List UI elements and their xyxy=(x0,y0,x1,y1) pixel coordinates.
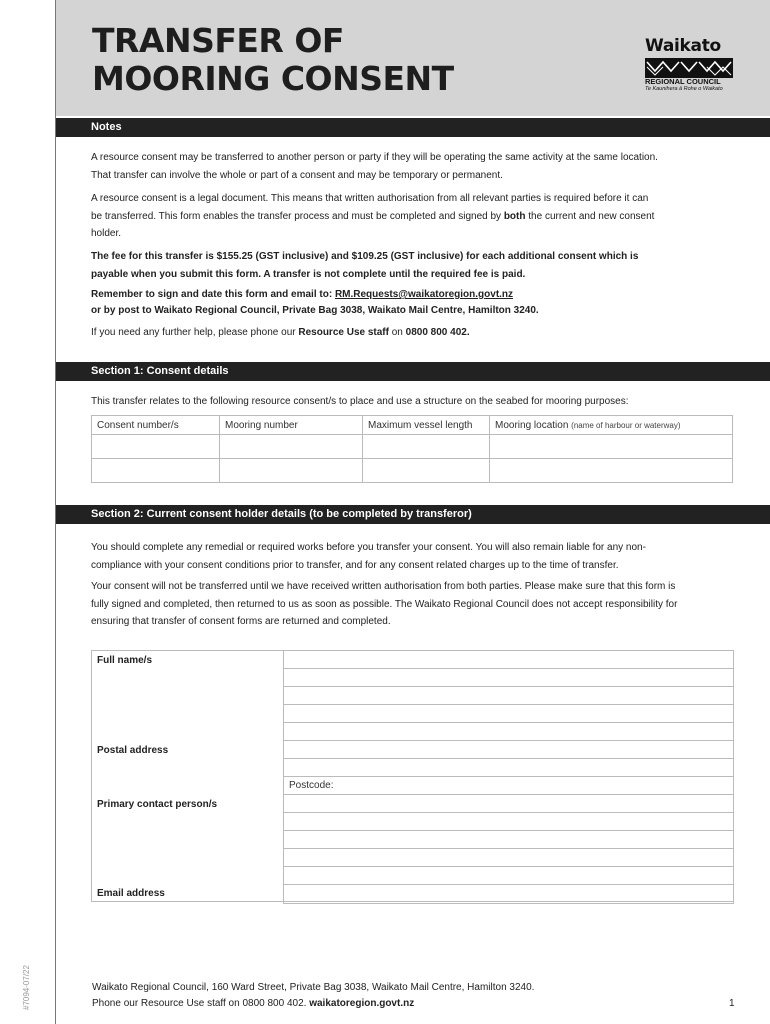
consent-number-input[interactable] xyxy=(92,435,220,459)
table-row xyxy=(92,459,733,483)
text-line: Your consent will not be transferred until we have received written authorisation from both parties. Please make sure that this form is xyxy=(91,581,676,592)
primary-contact-line[interactable] xyxy=(284,795,733,813)
vessel-length-input[interactable] xyxy=(363,459,490,483)
text-span: be transferred. This form enables the transfer process and must be completed and signed by xyxy=(91,210,502,222)
postal-address-field[interactable] xyxy=(283,740,734,795)
notes-paragraph-1 xyxy=(91,149,741,184)
column-header: Mooring number xyxy=(220,416,363,435)
footer-address: Waikato Regional Council, 160 Ward Street, Private Bag 3038, Waikato Mail Centre, Hamilton 3240. xyxy=(92,982,535,993)
full-name-line[interactable] xyxy=(284,669,733,687)
page-number: 1 xyxy=(729,998,735,1009)
text-line: You should complete any remedial or required works before you transfer your consent. You will also remain liable for any non- xyxy=(91,542,646,553)
text-line xyxy=(91,208,741,226)
full-name-line[interactable] xyxy=(284,651,733,669)
section-1-heading: Section 1: Consent details xyxy=(56,362,770,381)
footer-phone: Phone our Resource Use staff on 0800 800 402. xyxy=(92,997,307,1009)
postal-address-line[interactable] xyxy=(284,741,733,759)
primary-contact-field[interactable] xyxy=(283,794,734,885)
section-2-paragraph-2 xyxy=(91,578,741,631)
text-line xyxy=(91,287,741,303)
full-name-line[interactable] xyxy=(284,687,733,705)
table-header-row xyxy=(92,416,733,435)
text-line: or by post to Waikato Regional Council, Private Bag 3038, Waikato Mail Centre, Hamilton 3240. xyxy=(91,305,539,316)
mooring-number-input[interactable] xyxy=(220,435,363,459)
consent-number-input[interactable] xyxy=(92,459,220,483)
primary-contact-line[interactable] xyxy=(284,831,733,849)
title-line-1: TRANSFER OF xyxy=(92,21,344,60)
text-span: Remember to sign and date this form and email to: xyxy=(91,289,333,300)
text-span: on xyxy=(391,327,403,338)
text-line: A resource consent is a legal document. This means that written authorisation from all relevant parties is required before it can xyxy=(91,193,649,204)
text-line: A resource consent may be transferred to another person or party if they will be operating the same activity at the same location. xyxy=(91,152,658,163)
email-link[interactable]: RM.Requests@waikatoregion.govt.nz xyxy=(334,289,514,300)
text-span: the current and new consent xyxy=(528,210,655,222)
vessel-length-input[interactable] xyxy=(363,435,490,459)
emphasis-both: both xyxy=(503,210,526,222)
full-name-field[interactable] xyxy=(283,650,734,741)
column-header: Maximum vessel length xyxy=(363,416,490,435)
primary-contact-line[interactable] xyxy=(284,849,733,867)
logo-word: Waikato xyxy=(645,36,721,56)
section-2-paragraph-1 xyxy=(91,539,741,574)
mooring-location-input[interactable] xyxy=(490,459,733,483)
website-link[interactable]: waikatoregion.govt.nz xyxy=(309,997,415,1009)
section-1-intro: This transfer relates to the following resource consent/s to place and use a structure on the seabed for mooring purposes: xyxy=(91,396,629,407)
postcode-field[interactable]: Postcode: xyxy=(284,777,733,795)
logo-subtitle: REGIONAL COUNCIL xyxy=(645,77,721,86)
text-line: fully signed and completed, then returned to us as soon as possible. The Waikato Regional Council does not accept responsibility for xyxy=(91,598,678,610)
page-title xyxy=(92,22,454,98)
mooring-number-input[interactable] xyxy=(220,459,363,483)
table-row xyxy=(92,435,733,459)
text-line: payable when you submit this form. A transfer is not complete until the required fee is paid. xyxy=(91,268,526,280)
section-2-heading: Section 2: Current consent holder details (to be completed by transferor) xyxy=(56,505,770,524)
footer-contact xyxy=(92,996,534,1012)
logo-maori-name: Te Kaunihera ā Rohe o Waikato xyxy=(645,86,723,92)
text-line: ensuring that transfer of consent forms are returned and completed. xyxy=(91,616,391,627)
column-header: Consent number/s xyxy=(92,416,220,435)
text-line: The fee for this transfer is $155.25 (GST inclusive) and $109.25 (GST inclusive) for each additional consent which is xyxy=(91,251,639,262)
email-address-line[interactable] xyxy=(284,885,733,903)
page-header xyxy=(56,0,770,116)
notes-heading: Notes xyxy=(56,118,770,137)
form-code: #7094-07/22 xyxy=(22,965,31,1010)
waikato-logo xyxy=(645,36,740,98)
full-name-line[interactable] xyxy=(284,723,733,741)
phone-number: 0800 800 402. xyxy=(405,327,470,338)
column-note: (name of harbour or waterway) xyxy=(571,420,681,430)
help-line xyxy=(91,324,741,342)
text-line: compliance with your consent conditions prior to transfer, and for any consent related charges up to the time of transfer. xyxy=(91,559,619,571)
consent-details-table xyxy=(91,415,733,483)
primary-contact-line[interactable] xyxy=(284,867,733,885)
notes-paragraph-2 xyxy=(91,190,741,243)
title-line-2: MOORING CONSENT xyxy=(92,59,454,98)
postal-address-label: Postal address xyxy=(97,745,169,756)
text-line: That transfer can involve the whole or part of a consent and may be temporary or permanent. xyxy=(91,169,503,181)
fee-notice xyxy=(91,248,741,283)
resource-use-staff: Resource Use staff xyxy=(298,327,389,338)
primary-contact-label: Primary contact person/s xyxy=(97,799,218,810)
mooring-location-input[interactable] xyxy=(490,435,733,459)
text-line: holder. xyxy=(91,228,122,239)
email-address-field[interactable] xyxy=(283,884,734,904)
text-span: If you need any further help, please phone our xyxy=(91,327,296,338)
page-footer xyxy=(92,980,534,1011)
primary-contact-line[interactable] xyxy=(284,813,733,831)
submission-instructions xyxy=(91,287,741,319)
postal-address-line[interactable] xyxy=(284,759,733,777)
column-header: Mooring location xyxy=(495,419,569,431)
logo-wave-icon xyxy=(645,58,733,78)
column-header-location xyxy=(490,416,733,435)
email-address-label: Email address xyxy=(97,888,165,899)
full-name-line[interactable] xyxy=(284,705,733,723)
full-name-label: Full name/s xyxy=(97,655,153,666)
